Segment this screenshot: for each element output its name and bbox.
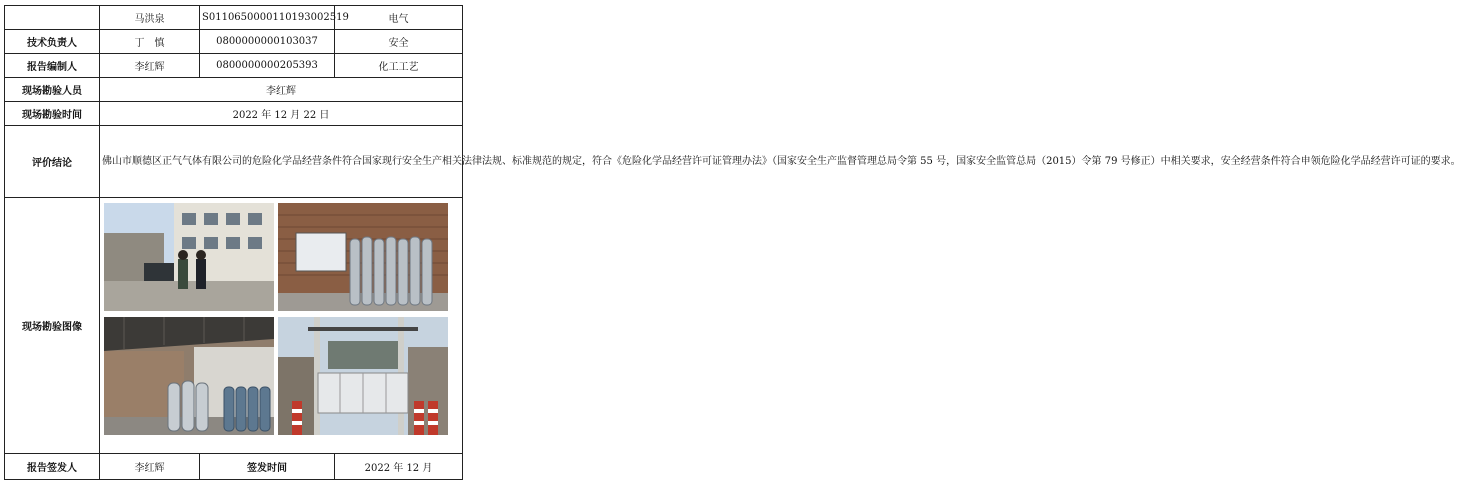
inspector-name: 李红辉 — [100, 78, 463, 102]
author-label: 报告编制人 — [5, 54, 100, 78]
row-inspect-time — [5, 102, 463, 126]
photos-label: 现场勘验图像 — [5, 198, 100, 454]
tech-lead-label: 技术负责人 — [5, 30, 100, 54]
inspector-label: 现场勘验人员 — [5, 78, 100, 102]
photos-cell — [100, 198, 463, 454]
conclusion-text: 佛山市顺德区正气气体有限公司的危险化学品经营条件符合国家现行安全生产相关法律法规、标准规范的规定，符合《危险化学品经营许可证管理办法》（国家安全生产监督管理总局令第 55 号，国家安全监管总局（2015）令第 79 号修正）中相关要求，安全经营条件符合申领危险化学品经营许可证的要求。 — [100, 126, 463, 198]
inspect-time-value: 2022 年 12 月 22 日 — [100, 102, 463, 126]
person-name: 马洪泉 — [100, 6, 200, 30]
cert-number: 080000000010303​7 — [200, 30, 335, 54]
inspect-time-label: 现场勘验时间 — [5, 102, 100, 126]
cert-number: 080000000020539​3 — [200, 54, 335, 78]
site-photo-transformer — [278, 317, 448, 435]
row-issuer — [5, 454, 463, 480]
site-photo-cylinders — [278, 203, 448, 311]
empty-cell — [5, 6, 100, 30]
site-photo-street — [104, 203, 274, 311]
row-tech-lead — [5, 30, 463, 54]
issuer-name: 李红辉 — [100, 454, 200, 480]
row-personnel-0 — [5, 6, 463, 30]
cert-number: S011065000011019300251​9 — [200, 6, 335, 30]
person-name: 李红辉 — [100, 54, 200, 78]
photo-grid — [102, 201, 460, 451]
row-author — [5, 54, 463, 78]
conclusion-label: 评价结论 — [5, 126, 100, 198]
row-photos — [5, 198, 463, 454]
issue-date: 2022 年 12 月 — [335, 454, 463, 480]
issue-date-label: 签发时间 — [200, 454, 335, 480]
site-photo-warehouse — [104, 317, 274, 435]
row-inspector — [5, 78, 463, 102]
row-conclusion — [5, 126, 463, 198]
major: 电气 — [335, 6, 463, 30]
evaluation-table — [4, 5, 1461, 480]
person-name: 丁 慎 — [100, 30, 200, 54]
major: 安全 — [335, 30, 463, 54]
major: 化工工艺 — [335, 54, 463, 78]
issuer-label: 报告签发人 — [5, 454, 100, 480]
